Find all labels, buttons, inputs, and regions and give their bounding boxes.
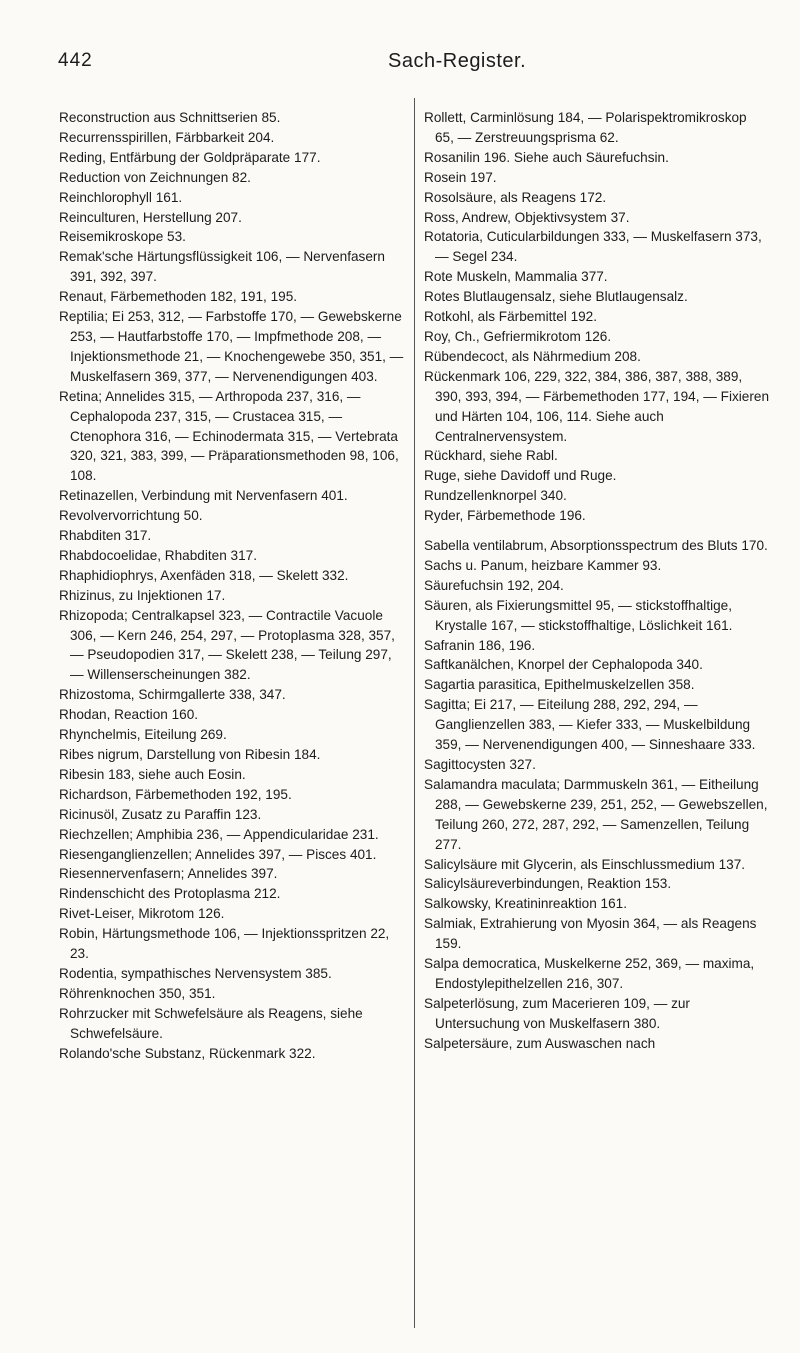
index-entry: Rotes Blutlaugensalz, siehe Blutlaugensalz. (424, 289, 688, 305)
index-entry: Remak'sche Härtungsflüssigkeit 106, — Nervenfasern 391, 392, 397. (59, 249, 385, 285)
index-entry: Richardson, Färbemethoden 192, 195. (59, 786, 292, 802)
index-entry: Säuren, als Fixierungsmittel 95, — stickstoffhaltige, Krystalle 167, — stickstoffhaltige, Löslichkeit 161. (424, 597, 733, 633)
index-entry: Rindenschicht des Protoplasma 212. (59, 886, 281, 902)
index-entry: Rhynchelmis, Eiteilung 269. (59, 727, 227, 743)
index-entry: Reinculturen, Herstellung 207. (59, 209, 242, 225)
index-entry: Ribes nigrum, Darstellung von Ribesin 184. (59, 747, 321, 762)
index-entry: Rivet-Leiser, Mikrotom 126. (59, 906, 225, 922)
index-entry: Reinchlorophyll 161. (59, 189, 183, 205)
index-entry: Reding, Entfärbung der Goldpräparate 177. (59, 149, 321, 165)
index-entry: Rückhard, siehe Rabl. (424, 448, 558, 464)
index-entry: Rückenmark 106, 229, 322, 384, 386, 387, 388, 389, 390, 393, 394, — Färbemethoden 177, 194, — Fixieren und Härten 104, 106, 114. Siehe auch Centralnervensystem. (424, 368, 770, 444)
index-entry: Salpa democratica, Muskelkerne 252, 369, — maxima, Endostylepithelzellen 216, 307. (424, 956, 755, 991)
index-entry: Reconstruction aus Schnittserien 85. (59, 110, 281, 125)
index-entry: Rosanilin 196. Siehe auch Säurefuchsin. (424, 149, 669, 165)
index-entry: Salicylsäure mit Glycerin, als Einschlussmedium 137. (424, 856, 746, 872)
index-entry: Robin, Härtungsmethode 106, — Injektionsspritzen 22, 23. (59, 926, 390, 962)
index-entry: Riesennervenfasern; Annelides 397. (59, 866, 278, 882)
index-entry: Rosolsäure, als Reagens 172. (424, 189, 607, 205)
index-entry: Ribesin 183, siehe auch Eosin. (59, 766, 246, 782)
index-entry: Sagittocysten 327. (424, 757, 536, 772)
index-entry: Sabella ventilabrum, Absorptionsspectrum des Bluts 170. (424, 538, 768, 554)
index-entry: Rundzellenknorpel 340. (424, 488, 567, 504)
index-entry: Reisemikroskope 53. (59, 229, 186, 245)
page-header (58, 50, 758, 80)
page-number: 442 (58, 50, 93, 71)
index-entry: Rotkohl, als Färbemittel 192. (424, 309, 598, 325)
index-entry: Rhabdocoelidae, Rhabditen 317. (59, 547, 258, 563)
index-entry: Rübendecoct, als Nährmedium 208. (424, 348, 641, 364)
index-entry: Sagartia parasitica, Epithelmuskelzellen 358. (424, 677, 695, 693)
index-entry: Rhizopoda; Centralkapsel 323, — Contractile Vacuole 306, — Kern 246, 254, 297, — Protoplasma 328, 357, — Pseudopodien 317, — Skelett 238, — Teilung 297, — Willenserscheinungen 382. (59, 607, 395, 683)
index-entry: Rolando'sche Substanz, Rückenmark 322. (59, 1045, 316, 1061)
index-entry: Reduction von Zeichnungen 82. (59, 169, 251, 185)
index-entry: Ricinusöl, Zusatz zu Paraffin 123. (59, 806, 262, 822)
index-entry: Rollett, Carminlösung 184, — Polarispektromikroskop 65, — Zerstreuungsprisma 62. (424, 110, 747, 145)
index-entry: Rhabditen 317. (59, 528, 152, 544)
index-entry: Salamandra maculata; Darmmuskeln 361, — Eitheilung 288, — Gewebskerne 239, 251, 252, — Gewebszellen, Teilung 260, 272, 287, 292, — Samenzellen, Teilung 277. (424, 776, 768, 852)
index-entry: Revolvervorrichtung 50. (59, 508, 203, 524)
index-entry: Retina; Annelides 315, — Arthropoda 237, 316, — Cephalopoda 237, 315, — Crustacea 315, — Ctenophora 316, — Echinodermata 315, — Vertebrata 320, 321, 383, 399, — Präparationsmethoden 98, 106, 108. (59, 388, 399, 484)
index-entry: Röhrenknochen 350, 351. (59, 985, 216, 1001)
index-entry: Renaut, Färbemethoden 182, 191, 195. (59, 289, 298, 305)
index-entry: Rhaphidiophrys, Axenfäden 318, — Skelett 332. (59, 567, 349, 583)
index-entry: Salmiak, Extrahierung von Myosin 364, — als Reagens 159. (424, 916, 757, 952)
index-entry: Rote Muskeln, Mammalia 377. (424, 269, 608, 285)
index-entry: Ryder, Färbemethode 196. (424, 508, 586, 524)
index-entry: Salpeterlösung, zum Macerieren 109, — zur Untersuchung von Muskelfasern 380. (424, 995, 690, 1031)
index-entry: Safranin 186, 196. (424, 637, 536, 653)
index-entry: Sagitta; Ei 217, — Eiteilung 288, 292, 294, — Ganglienzellen 383, — Kiefer 333, — Muskelbildung 359, — Nervenendigungen 400, — Sinneshaare 333. (424, 697, 756, 753)
index-entry: Ross, Andrew, Objektivsystem 37. (424, 209, 630, 225)
index-entry: Rohrzucker mit Schwefelsäure als Reagens, siehe Schwefelsäure. (59, 1005, 363, 1041)
index-entry: Salpetersäure, zum Auswaschen nach (424, 1035, 656, 1051)
index-entry: Säurefuchsin 192, 204. (424, 577, 564, 593)
index-entry: Ruge, siehe Davidoff und Ruge. (424, 468, 617, 484)
index-entry: Rodentia, sympathisches Nervensystem 385. (59, 965, 332, 981)
right-column (424, 108, 769, 1054)
index-entry: Reptilia; Ei 253, 312, — Farbstoffe 170, — Gewebskerne 253, — Hautfarbstoffe 170, — Impfmethode 208, — Injektionsmethode 21, — Knochengewebe 350, 351, — Muskelfasern 369, 377, — Nervenendigungen 403. (59, 309, 404, 384)
index-entry: Sachs u. Panum, heizbare Kammer 93. (424, 557, 662, 573)
index-entry: Roy, Ch., Gefriermikrotom 126. (424, 328, 612, 344)
index-entry: Retinazellen, Verbindung mit Nervenfasern 401. (59, 488, 348, 504)
index-entry: Saftkanälchen, Knorpel der Cephalopoda 340. (424, 657, 703, 673)
index-entry: Rhizinus, zu Injektionen 17. (59, 587, 226, 603)
index-entry: Riesenganglienzellen; Annelides 397, — Pisces 401. (59, 846, 377, 862)
column-divider (414, 98, 415, 1328)
left-column (59, 108, 404, 1064)
index-entry: Rhizostoma, Schirmgallerte 338, 347. (59, 687, 286, 703)
index-entry: Salicylsäureverbindungen, Reaktion 153. (424, 876, 672, 892)
index-entry: Rosein 197. (424, 169, 497, 185)
index-entry: Riechzellen; Amphibia 236, — Appendicularidae 231. (59, 826, 379, 842)
index-entry: Salkowsky, Kreatininreaktion 161. (424, 896, 628, 912)
index-entry: Rhodan, Reaction 160. (59, 707, 199, 723)
index-entry: Rotatoria, Cuticularbildungen 333, — Muskelfasern 373, — Segel 234. (424, 229, 762, 265)
index-entry: Recurrensspirillen, Färbbarkeit 204. (59, 129, 275, 145)
running-title: Sach-Register. (388, 50, 527, 72)
